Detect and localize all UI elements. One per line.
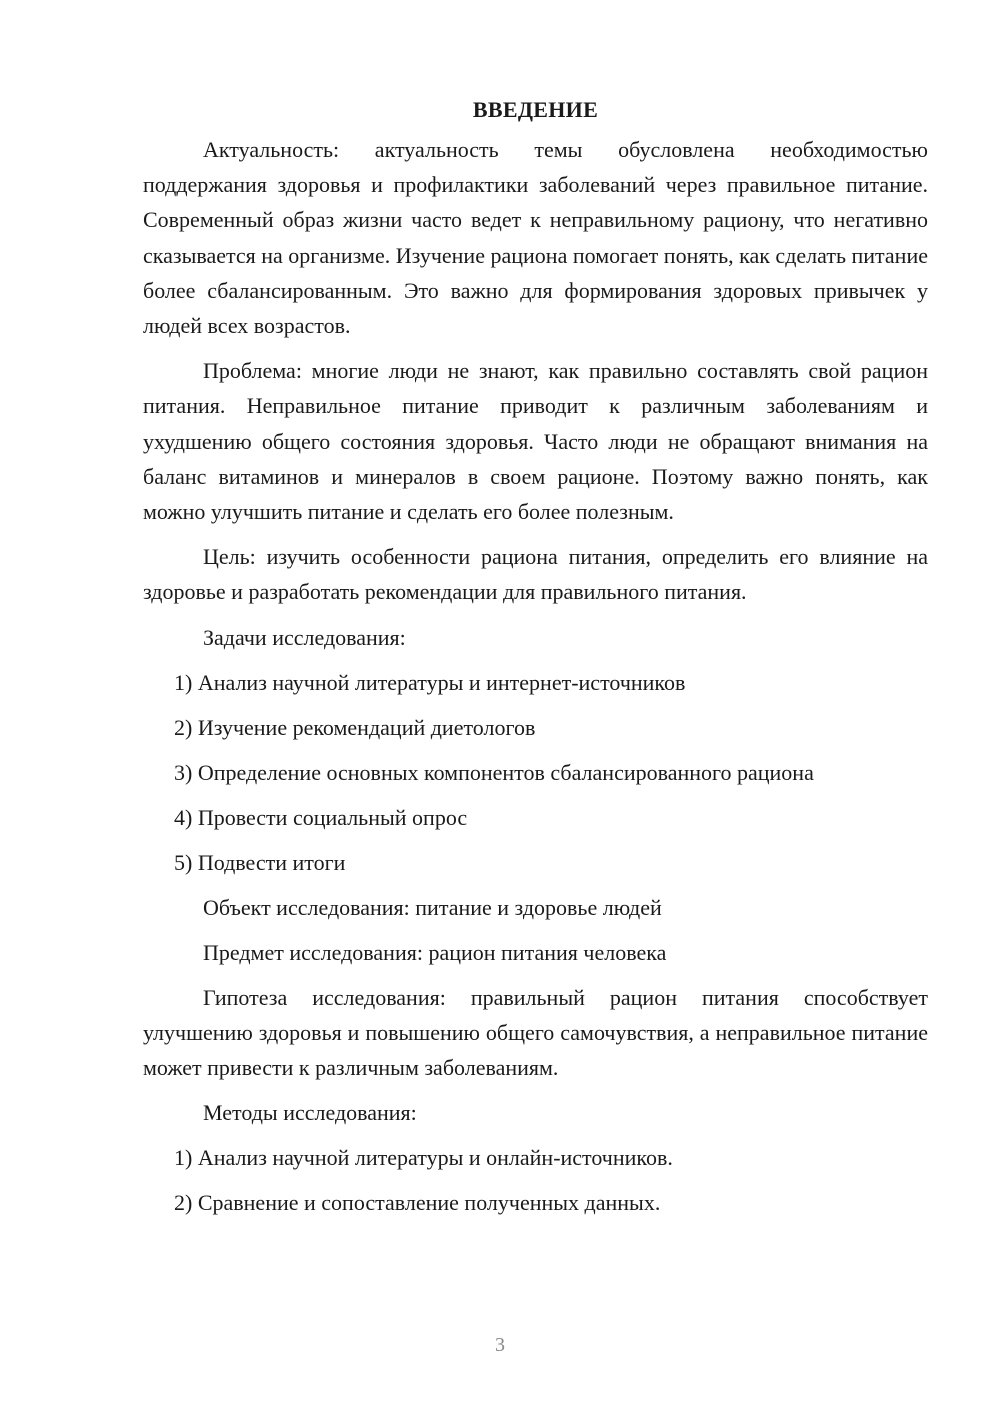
hypothesis-paragraph: Гипотеза исследования: правильный рацион питания способствует улучшению здоровья и повышению общего самочувствия, а неправильное питание может привести к различным заболеваниям. xyxy=(143,984,928,1081)
task-item: 1) Анализ научной литературы и интернет-источников xyxy=(174,669,686,695)
research-object: Объект исследования: питание и здоровье людей xyxy=(203,894,662,920)
task-item: 5) Подвести итоги xyxy=(174,849,346,875)
task-item: 3) Определение основных компонентов сбалансированного рациона xyxy=(174,759,814,785)
problem-paragraph: Проблема: многие люди не знают, как правильно составлять свой рацион питания. Неправильное питание приводит к различным заболеваниям и ухудшению общего состояния здоровья. Часто люди не обращают внимания на баланс витаминов и минералов в своем рационе. Поэтому важно понять, как можно улучшить питание и сделать его более полезным. xyxy=(143,358,928,525)
goal-paragraph: Цель: изучить особенности рациона питания, определить его влияние на здоровье и разработать рекомендации для правильного питания. xyxy=(143,544,928,605)
research-subject: Предмет исследования: рацион питания человека xyxy=(203,939,667,965)
page-number: 3 xyxy=(495,1334,505,1356)
method-item: 1) Анализ научной литературы и онлайн-источников. xyxy=(174,1145,673,1171)
tasks-heading: Задачи исследования: xyxy=(203,624,406,650)
relevance-paragraph: Актуальность: актуальность темы обусловлена необходимостью поддержания здоровья и профилактики заболеваний через правильное питание. Современный образ жизни часто ведет к неправильному рациону, что негативно сказывается на организме. Изучение рациона помогает понять, как сделать питание более сбалансированным. Это важно для формирования здоровых привычек у людей всех возрастов. xyxy=(143,137,928,339)
page-title: ВВЕДЕНИЕ xyxy=(472,97,599,122)
methods-heading: Методы исследования: xyxy=(203,1100,417,1126)
method-item: 2) Сравнение и сопоставление полученных данных. xyxy=(174,1190,661,1216)
task-item: 2) Изучение рекомендаций диетологов xyxy=(174,714,536,740)
task-item: 4) Провести социальный опрос xyxy=(174,804,468,830)
page-content xyxy=(143,92,928,1230)
